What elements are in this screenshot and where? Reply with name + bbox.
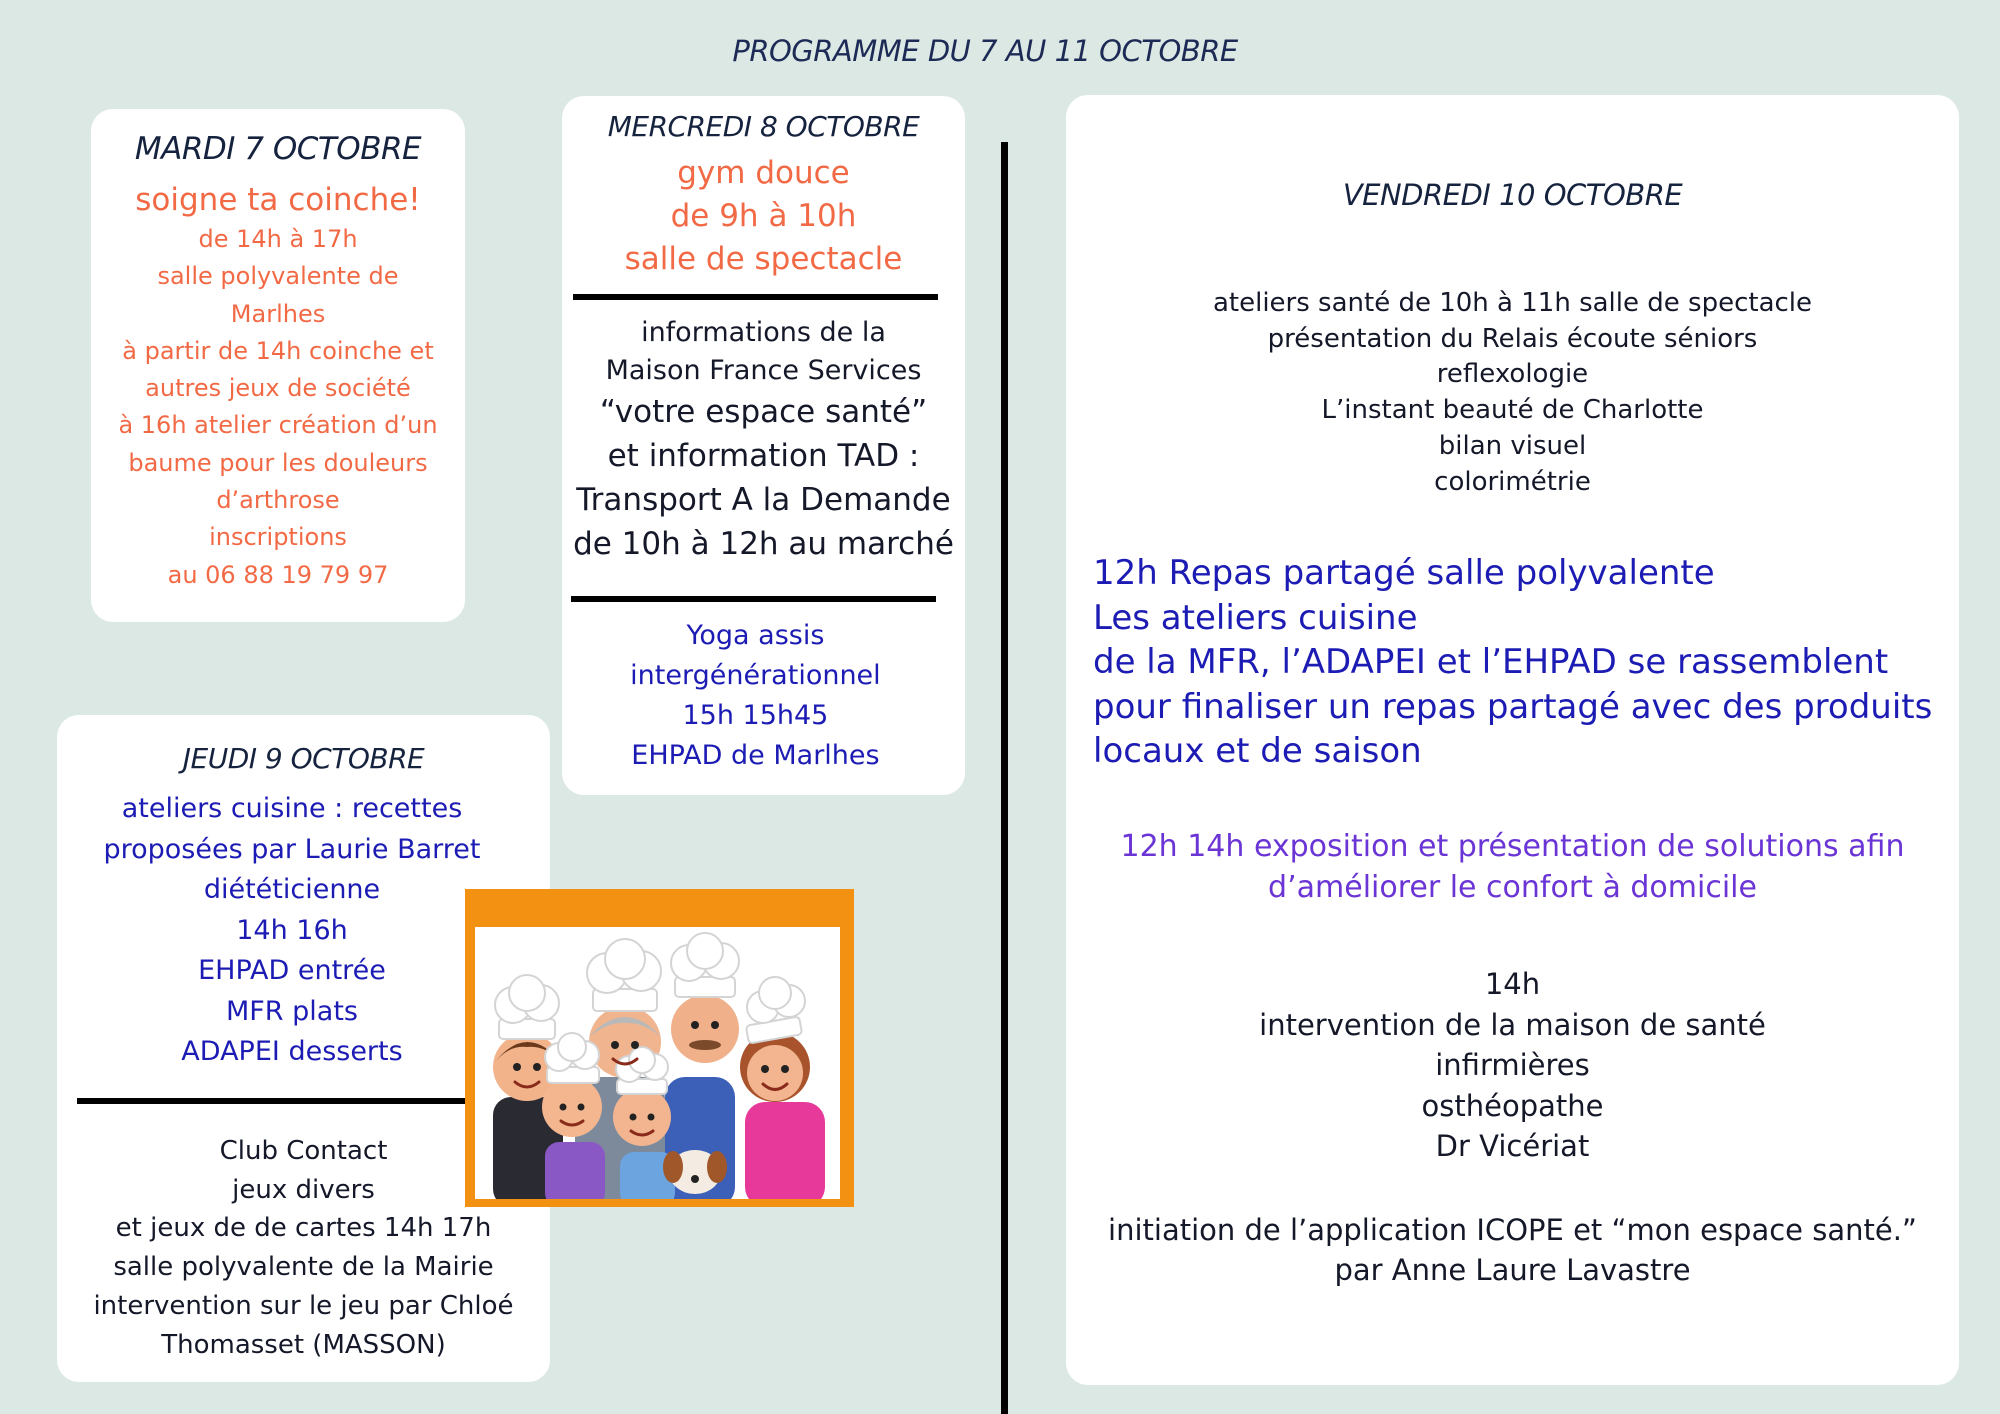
- chefs-family-image: [465, 889, 854, 1207]
- mardi-line: à 16h atelier création d’un: [118, 411, 438, 440]
- mercredi-gym-line: salle de spectacle: [624, 241, 903, 277]
- vendredi-atelier-line: ateliers santé de 10h à 11h salle de spectacle: [1212, 288, 1813, 318]
- vendredi-atelier-line: reflexologie: [1436, 359, 1589, 390]
- vendredi-intervention-line: infirmières: [1435, 1048, 1590, 1082]
- vendredi-repas-line: locaux et de saison: [1093, 731, 1422, 772]
- vendredi-ateliers-block: [1066, 286, 1959, 500]
- vendredi-intervention-line: intervention de la maison de santé: [1259, 1007, 1766, 1042]
- mercredi-yoga-line: Yoga assis: [686, 620, 825, 651]
- jeudi-atelier-line: MFR plats: [225, 995, 358, 1027]
- mardi-line: inscriptions: [209, 523, 347, 552]
- vendredi-icope-line: par Anne Laure Lavastre: [1334, 1253, 1691, 1287]
- jeudi-atelier-line: ADAPEI desserts: [181, 1036, 403, 1067]
- mardi-line: de 14h à 17h: [198, 225, 358, 253]
- mercredi-yoga-block: [562, 616, 949, 776]
- vendredi-icope-line: initiation de l’application ICOPE et “mon espace santé.”: [1108, 1213, 1917, 1247]
- mercredi-yoga-line: intergénérationnel: [630, 660, 881, 691]
- vendredi-atelier-line: colorimétrie: [1434, 466, 1591, 497]
- card-mercredi: [562, 96, 965, 795]
- vendredi-intervention-line: 14h: [1484, 967, 1541, 1001]
- day-heading-mardi: MARDI 7 OCTOBRE: [134, 131, 422, 167]
- jeudi-club-line: jeux divers: [232, 1174, 375, 1205]
- card-vendredi: [1066, 95, 1959, 1385]
- jeudi-atelier-line: proposées par Laurie Barret: [103, 833, 481, 865]
- jeudi-club-line: Club Contact: [219, 1136, 388, 1166]
- vertical-divider: [1001, 142, 1008, 1414]
- vendredi-repas-block: [1093, 551, 1939, 774]
- mardi-line: à partir de 14h coinche et: [122, 336, 434, 365]
- mercredi-info-line: de 10h à 12h au marché: [573, 526, 954, 562]
- day-heading-vendredi: VENDREDI 10 OCTOBRE: [1342, 178, 1683, 212]
- vendredi-repas-line: 12h Repas partagé salle polyvalente: [1093, 553, 1715, 593]
- vendredi-intervention-line: osthéopathe: [1421, 1088, 1604, 1123]
- vendredi-repas-line: pour finaliser un repas partagé avec des produits: [1093, 686, 1933, 727]
- mercredi-info-line: “votre espace santé”: [599, 394, 928, 430]
- jeudi-ateliers-block: [57, 789, 527, 1073]
- vendredi-intervention-line: Dr Vicériat: [1435, 1129, 1590, 1163]
- mercredi-gym-block: [562, 152, 965, 281]
- jeudi-club-line: salle polyvalente de la Mairie: [113, 1252, 494, 1283]
- chefs-illustration: [475, 927, 840, 1199]
- mardi-line: d’arthrose: [216, 486, 340, 515]
- mercredi-info-line: Maison France Services: [605, 355, 922, 386]
- page-title: PROGRAMME DU 7 AU 11 OCTOBRE: [732, 34, 1238, 68]
- mardi-details: [91, 221, 465, 594]
- vendredi-atelier-line: L’instant beauté de Charlotte: [1321, 395, 1704, 426]
- vendredi-expo-line: 12h 14h exposition et présentation de solutions afin: [1120, 829, 1905, 864]
- mardi-line: baume pour les douleurs: [128, 448, 428, 477]
- mercredi-yoga-line: EHPAD de Marlhes: [631, 740, 880, 771]
- divider: [571, 596, 936, 602]
- vendredi-icope-block: [1066, 1210, 1959, 1290]
- card-mardi: [91, 109, 465, 622]
- jeudi-club-line: intervention sur le jeu par Chloé: [93, 1290, 514, 1321]
- jeudi-atelier-line: ateliers cuisine : recettes: [121, 793, 463, 824]
- mercredi-info-block: [562, 314, 965, 566]
- divider: [77, 1098, 527, 1104]
- mercredi-info-line: informations de la: [641, 317, 886, 348]
- mercredi-gym-line: gym douce: [677, 155, 850, 191]
- vendredi-expo-line: d’améliorer le confort à domicile: [1268, 870, 1757, 905]
- jeudi-club-line: Thomasset (MASSON): [161, 1329, 446, 1360]
- day-heading-mercredi: MERCREDI 8 OCTOBRE: [607, 110, 920, 143]
- vendredi-atelier-line: présentation du Relais écoute séniors: [1267, 323, 1758, 354]
- vendredi-expo-block: [1066, 826, 1959, 908]
- mercredi-gym-line: de 9h à 10h: [670, 198, 857, 234]
- jeudi-club-line: et jeux de de cartes 14h 17h: [115, 1213, 492, 1244]
- jeudi-atelier-line: 14h 16h: [236, 914, 348, 946]
- mardi-line: Marlhes: [230, 299, 326, 328]
- mercredi-yoga-line: 15h 15h45: [682, 700, 829, 731]
- mardi-line: autres jeux de société: [145, 374, 411, 403]
- mardi-line: salle polyvalente de: [157, 262, 399, 291]
- vendredi-repas-line: Les ateliers cuisine: [1093, 597, 1418, 638]
- mardi-phone: au 06 88 19 79 97: [167, 560, 389, 589]
- divider: [573, 294, 938, 300]
- mercredi-info-line: et information TAD :: [607, 438, 920, 474]
- mercredi-info-line: Transport A la Demande: [576, 482, 951, 518]
- jeudi-atelier-line: diététicienne: [203, 874, 381, 905]
- vendredi-atelier-line: bilan visuel: [1438, 430, 1587, 461]
- mardi-headline: soigne ta coinche!: [135, 182, 421, 218]
- vendredi-intervention-block: [1066, 964, 1959, 1167]
- vendredi-repas-line: de la MFR, l’ADAPEI et l’EHPAD se rassemblent: [1093, 642, 1889, 683]
- day-heading-jeudi: JEUDI 9 OCTOBRE: [182, 742, 425, 775]
- jeudi-atelier-line: EHPAD entrée: [198, 955, 386, 986]
